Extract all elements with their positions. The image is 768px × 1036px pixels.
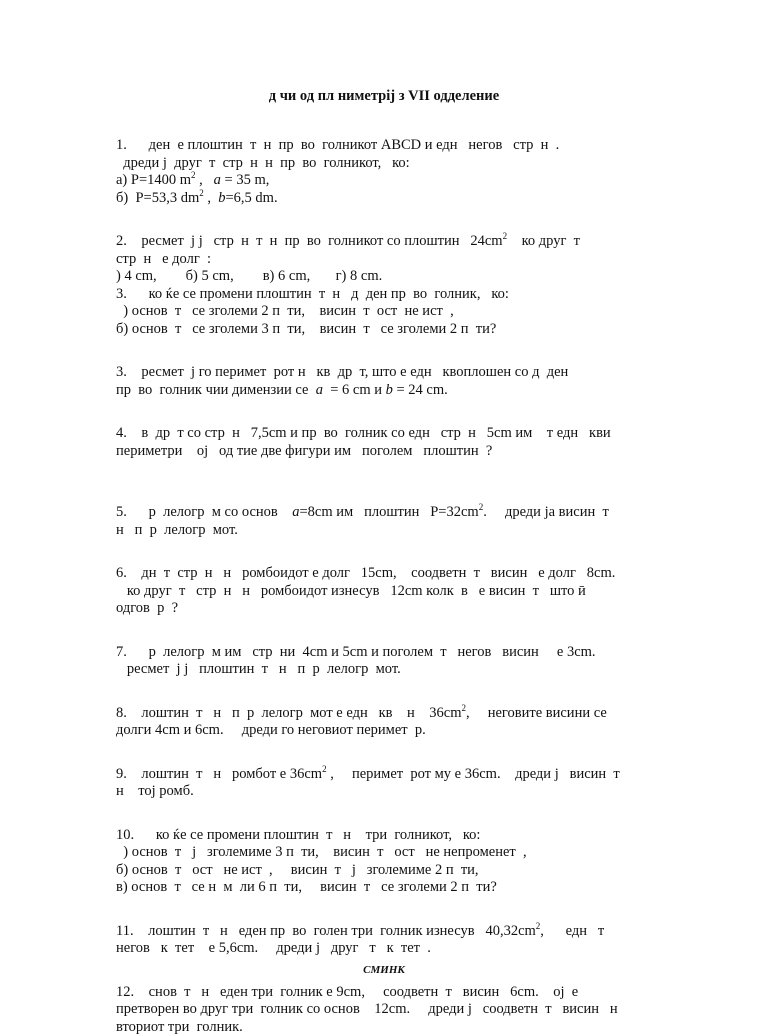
- footer-signature: СМИНК: [0, 964, 768, 976]
- document-title: д чи од пл ниметрij з VII одделение: [0, 88, 768, 105]
- problem-line: одгов р ?: [116, 600, 676, 618]
- problem-line: а) P=1400 $m^2$ , a = 35 m,: [116, 172, 676, 190]
- problem-line: долги 4cm и 6cm. дреди го неговиот перимет р.: [116, 722, 676, 740]
- problem-item: [116, 565, 676, 618]
- problem-line: ресмет j j плоштин т н п р лелогр мот.: [116, 661, 676, 679]
- problem-line: в) основ т се н м ли 6 п ти, висин т се зголеми 2 п ти?: [116, 879, 676, 897]
- problem-item: [116, 364, 676, 399]
- problem-line: 3. ресмет j го перимет рот н кв др т, што е едн квоплошен со д ден: [116, 364, 676, 382]
- problem-line: периметри оj од тие две фигури им поголем плоштин ?: [116, 443, 676, 461]
- problem-line: негов к тет е 5,6cm. дреди j друг т к тет .: [116, 940, 676, 958]
- problem-item: [116, 827, 676, 897]
- problem-item: [116, 923, 676, 958]
- problem-item: [116, 504, 676, 539]
- problem-line: ко друг т стр н н ромбоидот изнесув 12cm колк в е висин т што ӣ: [116, 583, 676, 601]
- problem-line: 10. ко ќе се промени плоштин т н три голникот, ко:: [116, 827, 676, 845]
- problem-line: 3. ко ќе се промени плоштин т н д ден пр во голник, ко:: [116, 286, 676, 304]
- problem-line: 12. снов т н еден три голник е 9cm, соодветн т висин 6cm. оj е: [116, 984, 676, 1002]
- problem-line: б) основ т ост не ист , висин т j зголемиме 2 п ти,: [116, 862, 676, 880]
- problem-item: [116, 984, 676, 1036]
- problem-line: ) 4 cm, б) 5 cm, в) 6 cm, г) 8 cm.: [116, 268, 676, 286]
- problem-item: [116, 766, 676, 801]
- problem-item: [116, 644, 676, 679]
- problem-line: вториот три голник.: [116, 1019, 676, 1036]
- problem-line: б) основ т се зголеми 3 п ти, висин т се зголеми 2 п ти?: [116, 321, 676, 339]
- problem-line: 4. в др т со стр н 7,5cm и пр во голник со едн стр н 5cm им т едн кви: [116, 425, 676, 443]
- problem-item: [116, 705, 676, 740]
- problem-list: [116, 137, 676, 1036]
- problem-line: 7. р лелогр м им стр ни 4cm и 5cm и поголем т негов висин е 3cm.: [116, 644, 676, 662]
- problem-line: дреди j друг т стр н н пр во голникот, ко:: [116, 155, 676, 173]
- problem-line: 8. лоштин т н п р лелогр мот е едн кв н $36cm^2$, неговите висини се: [116, 705, 676, 723]
- problem-line: 5. р лелогр м со основ a=8cm им плоштин $P=32cm^2$. дреди jа висин т: [116, 504, 676, 522]
- problem-line: ) основ т се зголеми 2 п ти, висин т ост не ист ,: [116, 303, 676, 321]
- problem-line: н тоj ромб.: [116, 783, 676, 801]
- problem-line: 6. дн т стр н н ромбоидот е долг 15cm, соодветн т висин е долг 8cm.: [116, 565, 676, 583]
- problem-line: 1. ден е плоштин т н пр во голникот ABCD и едн негов стр н .: [116, 137, 676, 155]
- problem-line: ) основ т j зголемиме 3 п ти, висин т ост не непроменет ,: [116, 844, 676, 862]
- problem-line: стр н е долг :: [116, 251, 676, 269]
- problem-line: пр во голник чии димензии се a = 6 cm и b = 24 cm.: [116, 382, 676, 400]
- problem-line: н п р лелогр мот.: [116, 522, 676, 540]
- problem-line: претворен во друг три голник со основ 12cm. дреди j соодветн т висин н: [116, 1001, 676, 1019]
- problem-line: 9. лоштин т н ромбот е $36cm^2$ , перимет рот му е 36cm. дреди j висин т: [116, 766, 676, 784]
- problem-item: [116, 425, 676, 460]
- problem-line: 11. лоштин т н еден пр во голен три голник изнесув $40,32cm^2$, едн т: [116, 923, 676, 941]
- problem-item: [116, 137, 676, 207]
- problem-line: 2. ресмет j j стр н т н пр во голникот со плоштин $24cm^2$ ко друг т: [116, 233, 676, 251]
- problem-item: [116, 233, 676, 338]
- problem-line: б) P=53,3 $dm^2$ , b=6,5 dm.: [116, 190, 676, 208]
